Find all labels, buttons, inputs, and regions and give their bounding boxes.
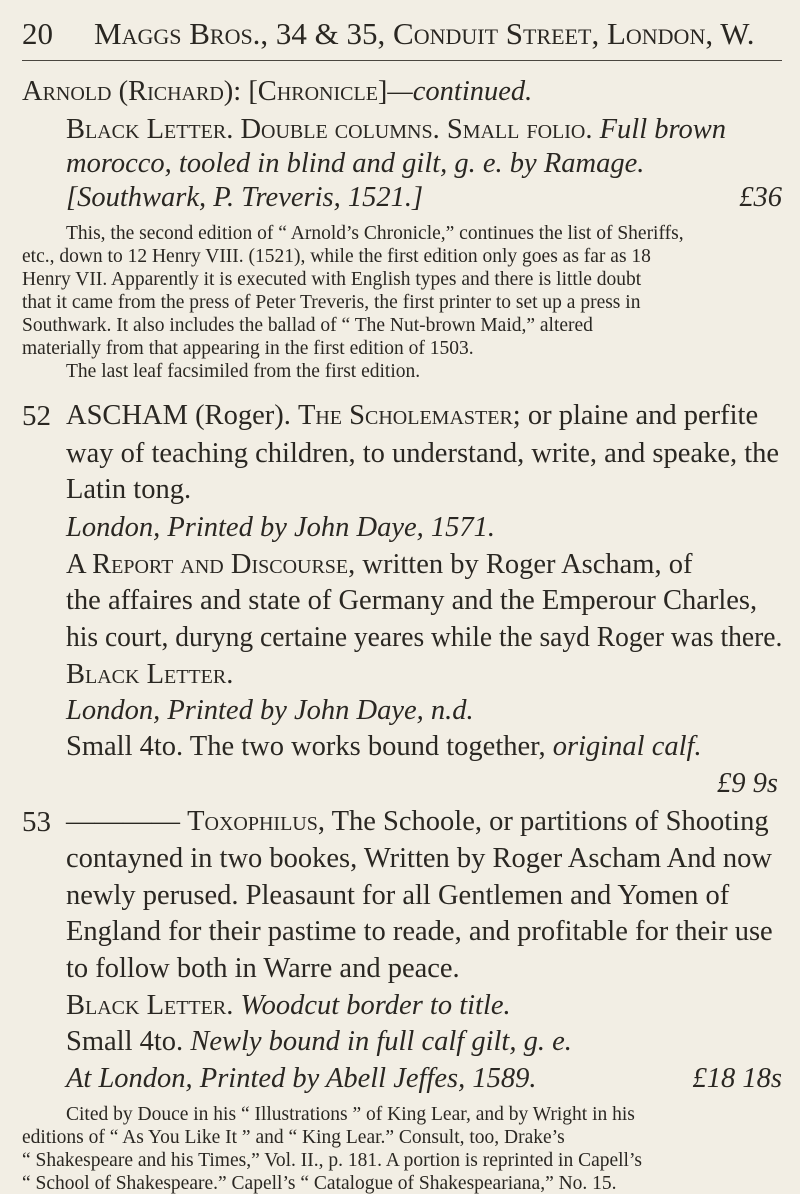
title-line: newly perused. Pleasaunt for all Gentlemen and Yomen of	[66, 880, 730, 911]
entry-number: 53	[22, 806, 51, 838]
imprint: At London, Printed by Abell Jeffes, 1589.	[66, 1063, 537, 1094]
title-line: England for their pastime to reade, and profitable for their use	[66, 916, 773, 947]
imprint: London, Printed by John Daye, 1571.	[66, 512, 496, 543]
binding-line: Small 4to. Newly bound in full calf gilt, g. e.	[66, 1026, 572, 1057]
title-line: Latin tong.	[66, 474, 192, 505]
price: £18 18s	[692, 1063, 782, 1094]
title-line: the affaires and state of Germany and the Emperour Charles,	[66, 585, 758, 616]
note-line: This, the second edition of “ Arnold’s Chronicle,” continues the list of Sheriffs,	[66, 223, 684, 244]
running-head: Maggs Bros., 34 & 35, Conduit Street, London, W.	[94, 16, 755, 51]
note-line: Cited by Douce in his “ Illustrations ” of King Lear, and by Wright in his	[66, 1104, 635, 1125]
title-line: ASCHAM (Roger). The Scholemaster; or plaine and perfite	[66, 400, 759, 431]
note-line: The last leaf facsimiled from the first edition.	[66, 361, 421, 382]
continued-note: —continued.	[387, 76, 533, 107]
description-line: Black Letter. Double columns. Small folio. Full brown	[66, 114, 727, 145]
author-name: Arnold (Richard):	[22, 76, 242, 107]
note-line: Southwark. It also includes the ballad of “ The Nut-brown Maid,” altered	[22, 315, 593, 336]
description-line: morocco, tooled in blind and gilt, g. e. by Ramage.	[66, 148, 645, 179]
entry-heading	[22, 78, 532, 107]
imprint: London, Printed by John Daye, n.d.	[66, 695, 474, 726]
title-line: to follow both in Warre and peace.	[66, 953, 460, 984]
note-line: “ School of Shakespeare.” Capell’s “ Catalogue of Shakespeariana,” No. 15.	[22, 1173, 617, 1194]
price: £9 9s	[717, 768, 778, 799]
black-letter-note: Black Letter.	[66, 659, 234, 690]
imprint: [Southwark, P. Treveris, 1521.]	[66, 182, 424, 213]
title-line: contayned in two bookes, Written by Roger Ascham And now	[66, 843, 772, 874]
binding-line: Small 4to. The two works bound together, original calf.	[66, 731, 702, 762]
page-number: 20	[22, 16, 53, 51]
entry-number: 52	[22, 400, 51, 432]
price: £36	[739, 182, 782, 213]
title-line: way of teaching children, to understand, write, and speake, the	[66, 438, 780, 469]
work-title: [Chronicle]	[248, 76, 388, 107]
note-line: editions of “ As You Like It ” and “ King Lear.” Consult, too, Drake’s	[22, 1127, 565, 1148]
note-line: materially from that appearing in the first edition of 1503.	[22, 338, 474, 359]
note-line: Henry VII. Apparently it is executed with English types and there is little doubt	[22, 269, 642, 290]
note-line: etc., down to 12 Henry VIII. (1521), while the first edition only goes as far as 18	[22, 246, 651, 267]
title-line: ———— Toxophilus, The Schoole, or partitions of Shooting	[66, 806, 769, 837]
note-line: “ Shakespeare and his Times,” Vol. II., p. 181. A portion is reprinted in Capell’s	[22, 1150, 642, 1171]
page-header	[22, 10, 782, 61]
ditto-dash: ————	[66, 806, 180, 837]
description-line: Black Letter. Woodcut border to title.	[66, 990, 511, 1021]
title-line: his court, duryng certaine yeares while the sayd Roger was there.	[66, 622, 783, 653]
title-line: A Report and Discourse, written by Roger Ascham, of	[66, 549, 693, 580]
note-line: that it came from the press of Peter Treveris, the first printer to set up a press in	[22, 292, 641, 313]
